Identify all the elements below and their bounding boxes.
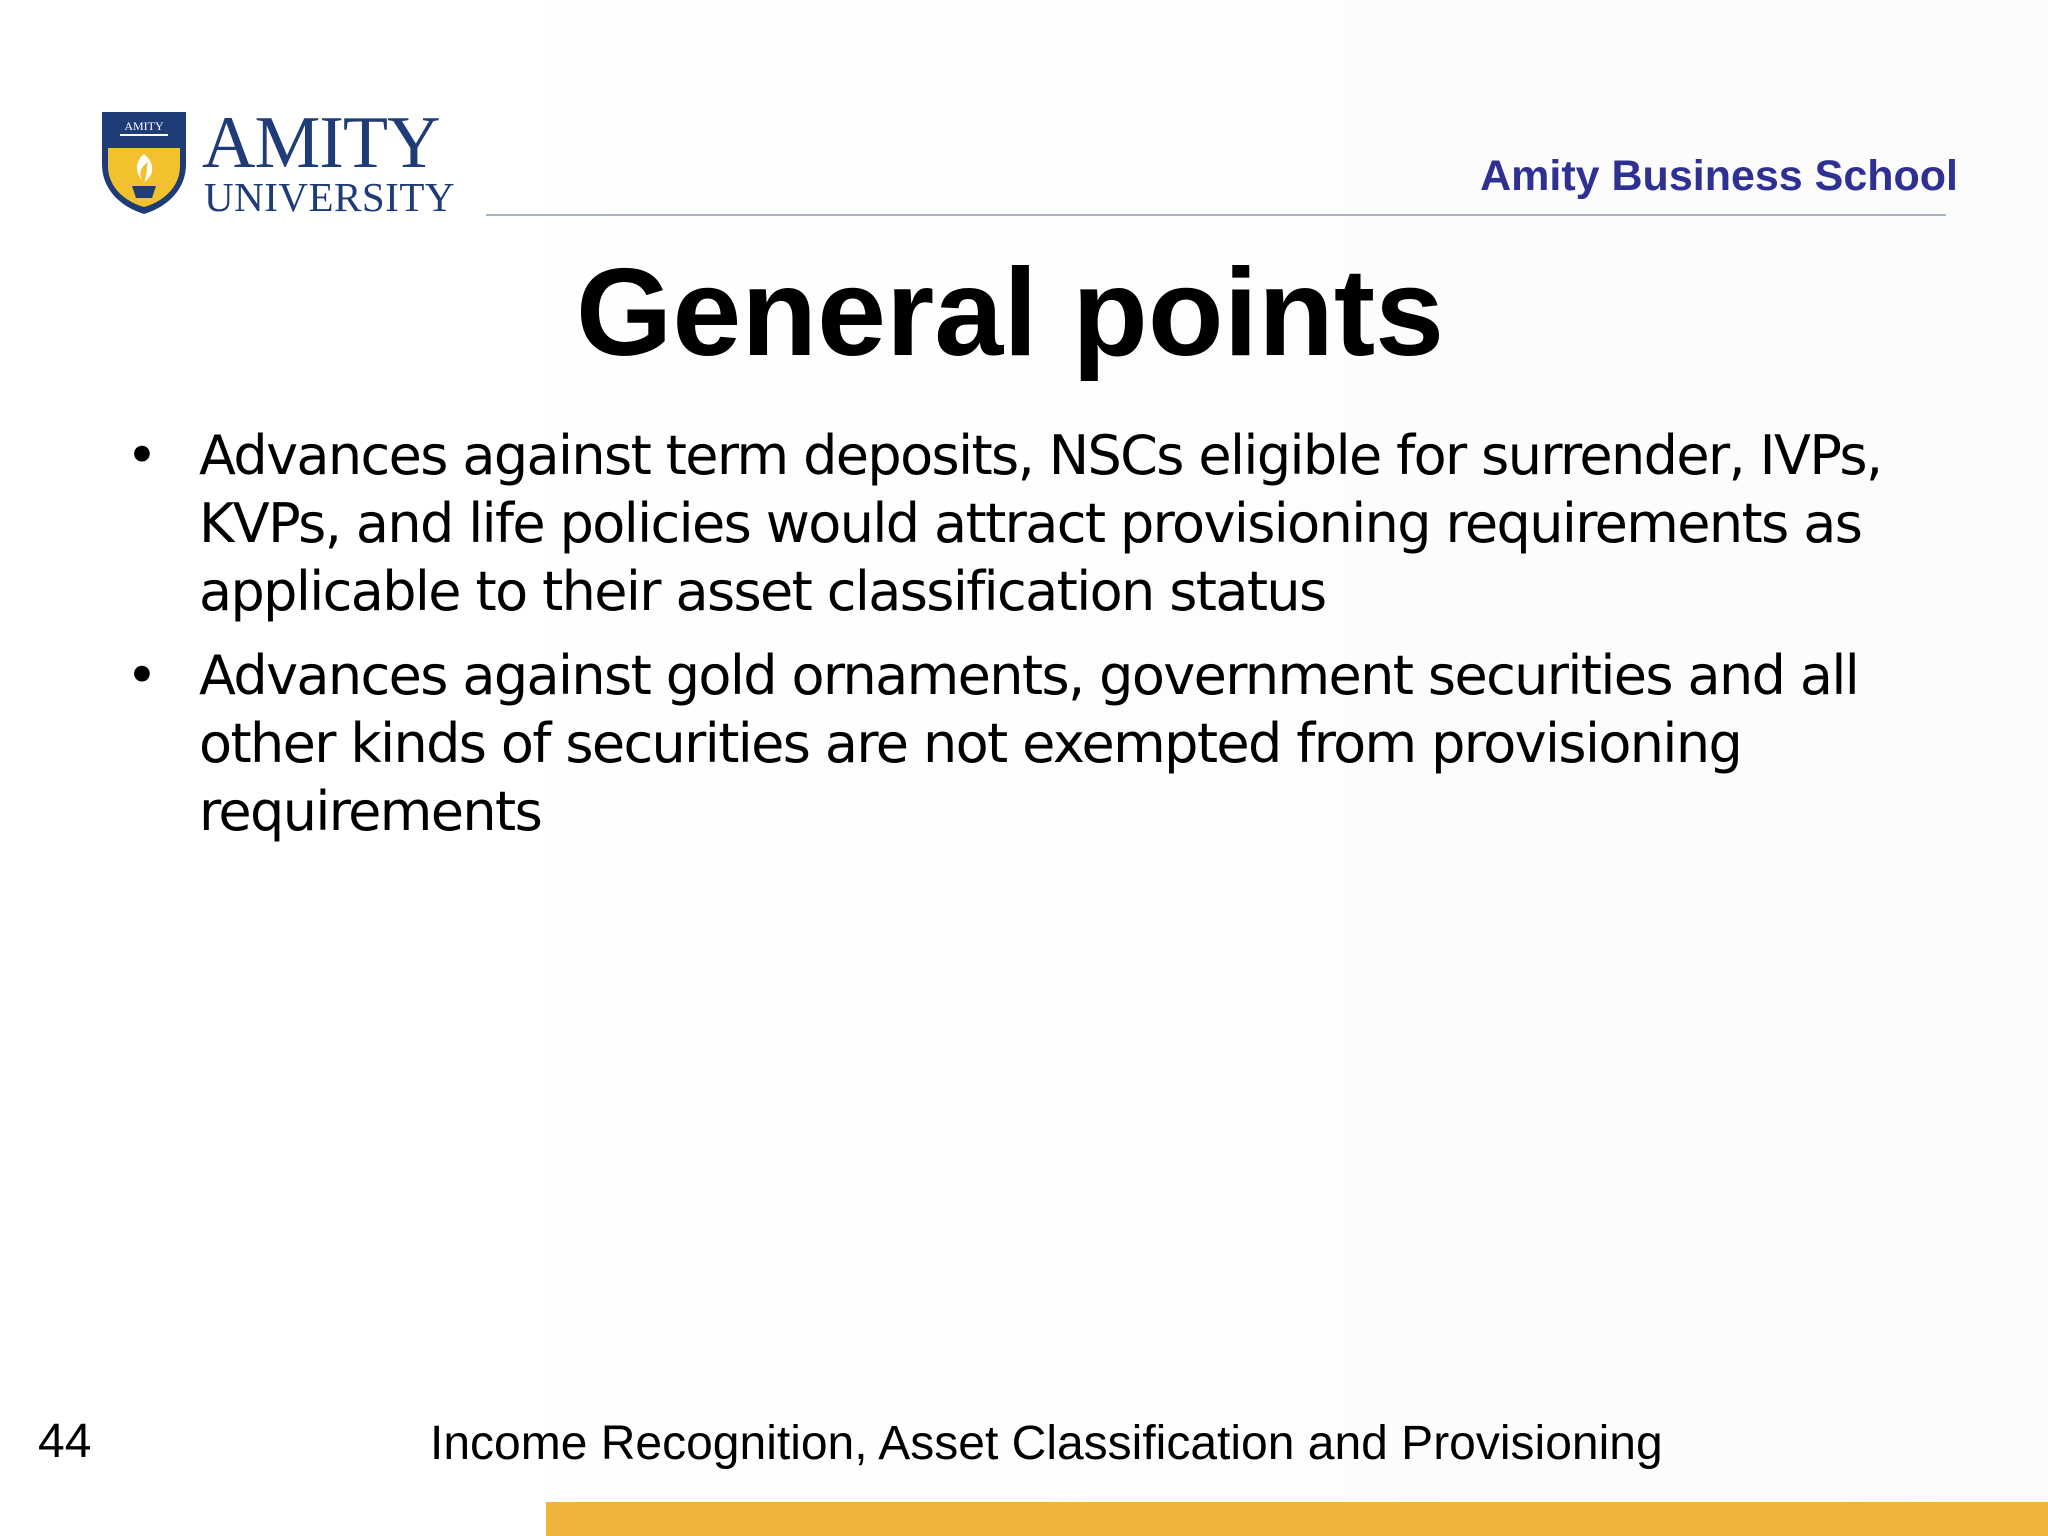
bullet-text: Advances against term deposits, NSCs eligible for surrender, IVPs, KVPs, and life policies would attract provisioning requirements as applicable to their asset classification status: [199, 424, 1882, 623]
svg-text:AMITY: AMITY: [124, 119, 164, 133]
bullet-dot-icon: •: [126, 644, 157, 707]
bullet-item: [126, 642, 1926, 846]
page-number: 44: [38, 1415, 92, 1468]
bullet-list: [126, 422, 1926, 862]
bullet-text: Advances against gold ornaments, government securities and all other kinds of securities are not exempted from provisioning requirements: [199, 644, 1859, 843]
bullet-dot-icon: •: [126, 424, 157, 487]
amity-logo: [98, 102, 455, 220]
slide-title: General points: [575, 244, 1445, 382]
shield-icon: [98, 108, 190, 216]
school-name: Amity Business School: [1480, 152, 1958, 200]
header-divider: [486, 214, 1946, 216]
logo-wordmark: AMITY: [202, 102, 440, 184]
footer-caption: Income Recognition, Asset Classification and Provisioning: [430, 1417, 1663, 1470]
logo-subtitle: UNIVERSITY: [204, 174, 455, 220]
bullet-item: [126, 422, 1926, 626]
footer-accent-bar: [546, 1502, 2048, 1536]
